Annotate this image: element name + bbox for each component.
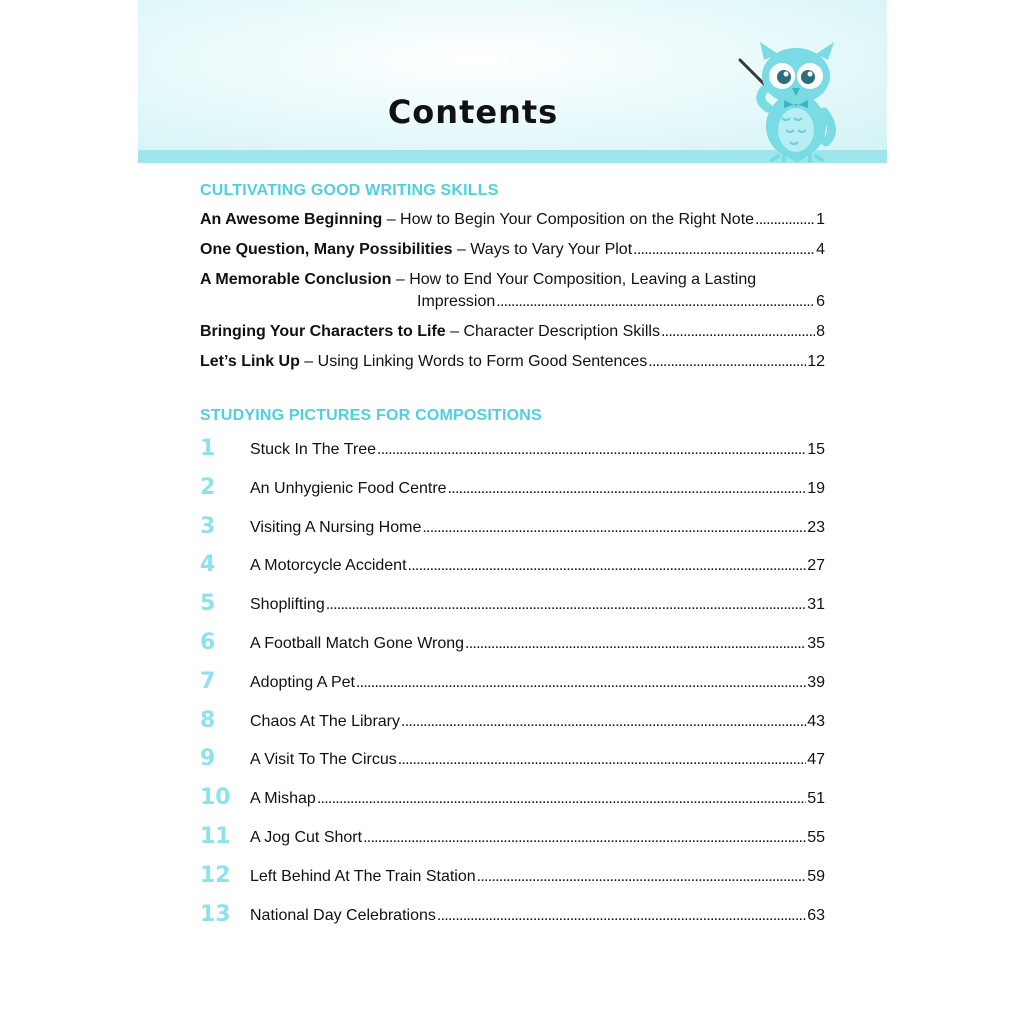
toc-entry[interactable] bbox=[250, 633, 825, 655]
dot-leader bbox=[363, 827, 806, 849]
entry-title: Chaos At The Library bbox=[250, 713, 401, 730]
dot-leader bbox=[317, 788, 806, 810]
entry-title: Adopting A Pet bbox=[250, 674, 355, 691]
toc-entry[interactable] bbox=[250, 439, 825, 461]
page-number: 59 bbox=[807, 868, 825, 885]
page-number: 51 bbox=[807, 790, 825, 807]
dot-leader bbox=[422, 517, 806, 539]
entry-subtitle: – How to Begin Your Composition on the Right Note bbox=[382, 211, 755, 228]
entry-title: A Visit To The Circus bbox=[250, 751, 397, 768]
toc-entry[interactable] bbox=[250, 905, 825, 927]
entry-number: 9 bbox=[200, 746, 216, 771]
toc-entry[interactable] bbox=[250, 711, 825, 733]
entry-title: An Unhygienic Food Centre bbox=[250, 480, 447, 497]
page-number: 19 bbox=[807, 480, 825, 497]
entry-title: A Motorcycle Accident bbox=[250, 557, 407, 574]
entry-number: 3 bbox=[200, 514, 216, 539]
entry-number: 13 bbox=[200, 902, 231, 927]
page-number: 27 bbox=[807, 557, 825, 574]
dot-leader bbox=[661, 321, 815, 343]
entry-subtitle: – Ways to Vary Your Plot bbox=[452, 241, 633, 258]
toc-entry[interactable] bbox=[200, 239, 825, 261]
toc-entry[interactable] bbox=[200, 321, 825, 343]
entry-subtitle: – Using Linking Words to Form Good Sentences bbox=[299, 353, 648, 370]
entry-title: Let’s Link Up bbox=[200, 353, 300, 370]
entry-number: 10 bbox=[200, 785, 231, 810]
page-number: 8 bbox=[816, 323, 825, 340]
toc-entry[interactable] bbox=[250, 517, 825, 539]
entry-title: National Day Celebrations bbox=[250, 907, 436, 924]
page-number: 35 bbox=[807, 635, 825, 652]
entry-title: A Memorable Conclusion bbox=[200, 271, 392, 288]
toc-entry[interactable] bbox=[250, 866, 825, 888]
entry-title: A Jog Cut Short bbox=[250, 829, 363, 846]
page-number: 43 bbox=[807, 713, 825, 730]
entry-title: Left Behind At The Train Station bbox=[250, 868, 476, 885]
page-number: 39 bbox=[807, 674, 825, 691]
page-number: 63 bbox=[807, 907, 825, 924]
entry-number: 12 bbox=[200, 863, 231, 888]
section-heading: STUDYING PICTURES FOR COMPOSITIONS bbox=[200, 407, 542, 424]
toc-entry[interactable] bbox=[250, 749, 825, 771]
toc-entry[interactable] bbox=[250, 478, 825, 500]
entry-subtitle: – Character Description Skills bbox=[445, 323, 660, 340]
entry-title: Visiting A Nursing Home bbox=[250, 519, 422, 536]
toc-entry[interactable] bbox=[250, 788, 825, 810]
contents-page bbox=[138, 0, 887, 1024]
dot-leader bbox=[465, 633, 806, 655]
entry-number: 2 bbox=[200, 475, 216, 500]
toc-entry[interactable] bbox=[250, 827, 825, 849]
entry-title: Bringing Your Characters to Life bbox=[200, 323, 446, 340]
entry-subtitle-continued: Impression bbox=[417, 293, 496, 310]
entry-title: Shoplifting bbox=[250, 596, 325, 613]
toc-entry[interactable] bbox=[200, 209, 825, 231]
entry-number: 7 bbox=[200, 669, 216, 694]
dot-leader bbox=[633, 239, 815, 261]
page-title: Contents bbox=[387, 93, 559, 131]
dot-leader bbox=[398, 749, 806, 771]
dot-leader bbox=[356, 672, 806, 694]
owl-with-pointer-icon bbox=[734, 38, 844, 162]
entry-number: 8 bbox=[200, 708, 216, 733]
entry-title: One Question, Many Possibilities bbox=[200, 241, 453, 258]
entry-number: 1 bbox=[200, 436, 216, 461]
page-number: 31 bbox=[807, 596, 825, 613]
page-number: 55 bbox=[807, 829, 825, 846]
entry-number: 6 bbox=[200, 630, 216, 655]
entry-title: A Mishap bbox=[250, 790, 316, 807]
toc-entry[interactable] bbox=[250, 594, 825, 616]
entry-number: 11 bbox=[200, 824, 231, 849]
entry-title: An Awesome Beginning bbox=[200, 211, 383, 228]
dot-leader bbox=[755, 209, 815, 231]
toc-entry[interactable] bbox=[200, 269, 825, 313]
entry-title: Stuck In The Tree bbox=[250, 441, 376, 458]
toc-entry[interactable] bbox=[250, 555, 825, 577]
dot-leader bbox=[496, 291, 815, 313]
section-heading: CULTIVATING GOOD WRITING SKILLS bbox=[200, 182, 499, 199]
page-number: 1 bbox=[816, 211, 825, 228]
entry-number: 4 bbox=[200, 552, 216, 577]
dot-leader bbox=[408, 555, 807, 577]
entry-subtitle: – How to End Your Composition, Leaving a Lasting bbox=[391, 271, 757, 288]
toc-entry[interactable] bbox=[200, 351, 825, 373]
page-number: 47 bbox=[807, 751, 825, 768]
dot-leader bbox=[377, 439, 806, 461]
dot-leader bbox=[437, 905, 806, 927]
page-number: 4 bbox=[816, 241, 825, 258]
entry-title: A Football Match Gone Wrong bbox=[250, 635, 465, 652]
page-number: 15 bbox=[807, 441, 825, 458]
dot-leader bbox=[477, 866, 807, 888]
dot-leader bbox=[448, 478, 807, 500]
page-number: 6 bbox=[816, 293, 825, 310]
dot-leader bbox=[401, 711, 806, 733]
toc-entry[interactable] bbox=[250, 672, 825, 694]
page-number: 23 bbox=[807, 519, 825, 536]
dot-leader bbox=[648, 351, 806, 373]
dot-leader bbox=[326, 594, 806, 616]
entry-number: 5 bbox=[200, 591, 216, 616]
page-number: 12 bbox=[807, 353, 825, 370]
